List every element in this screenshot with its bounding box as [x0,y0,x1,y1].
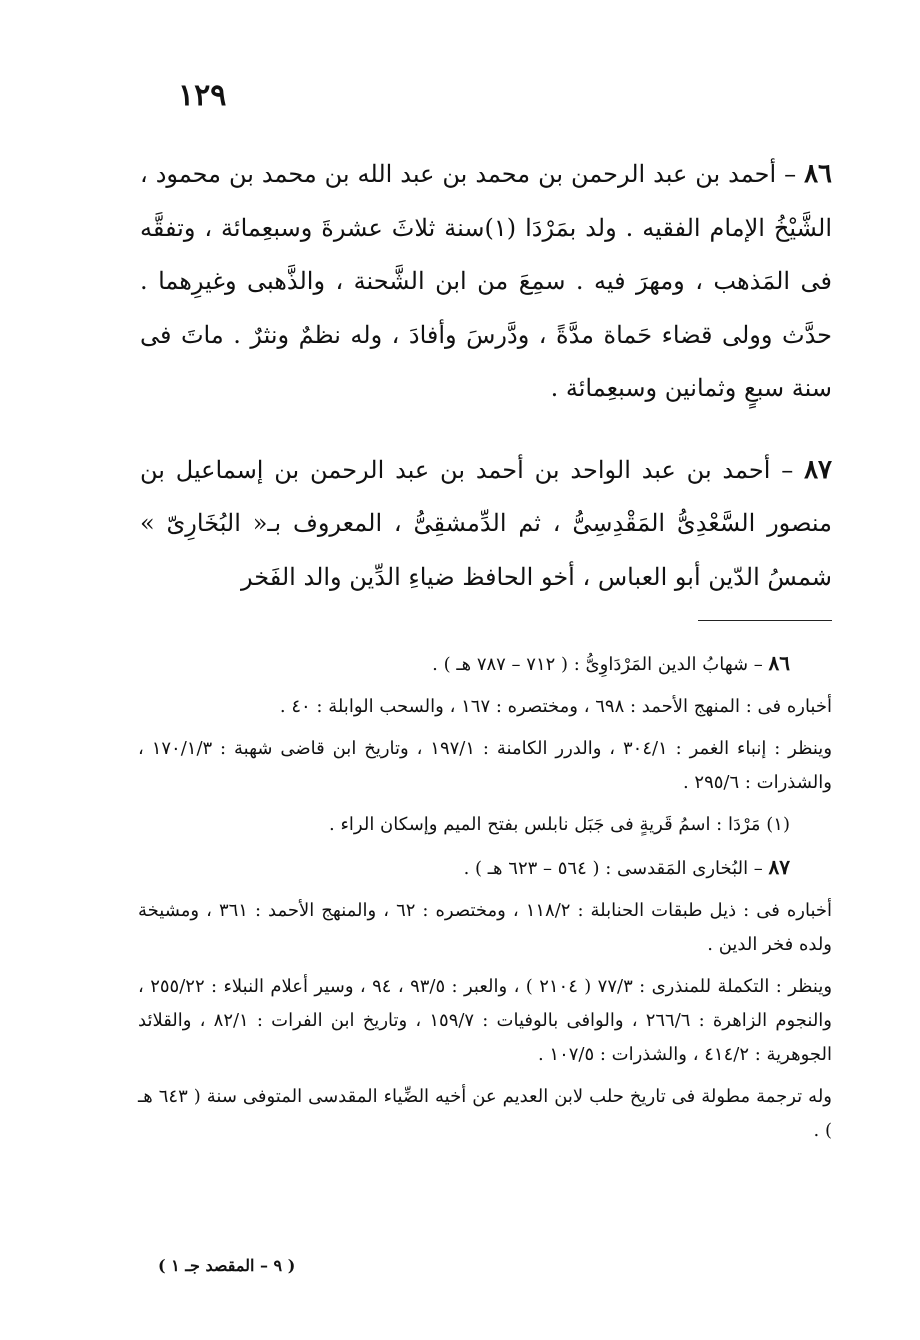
note-86-number: ٨٦ [768,651,790,675]
footnote-divider [698,620,832,621]
note-87-sources: أخباره فى : ذيل طبقات الحنابلة : ١١٨/٢ ، ومختصره : ٦٢ ، والمنهج الأحمد : ٣٦١ ، ومشيخة ولده فخر الدين . [138,900,832,955]
note-87-see: وينظر : التكملة للمنذرى : ٧٧/٣ ( ٢١٠٤ ) ، والعبر : ٩٣/٥ ، ٩٤ ، وسير أعلام النبلاء : ٢٥٥/٢٢ ، والنجوم الزاهرة : ٢٦٦/٦ ، والوافى بالوفيات : ١٥٩/٧ ، وتاريخ ابن الفرات : ٨٢/١ ، والقلائد الجوهرية : ٤١٤/٢ ، والشذرات : ١٠٧/٥ . [138,976,833,1065]
entry-87-text: – أحمد بن عبد الواحد بن أحمد بن عبد الرحمن بن إسماعيل بن منصور السَّعْدِىُّ المَقْدِسِىُّ ، ثم الدِّمشقِىُّ ، المعروف بـ« البُخَارِىّ » شمسُ الدّين أبو العباس ، أخو الحافظ ضياءِ الدِّين والد الفَخر [140,455,832,591]
entry-87-number: ٨٧ [804,454,832,485]
main-text [140,148,832,604]
entry-86 [140,148,832,416]
note-86-title: – شهابُ الدين المَرْدَاوِىُّ : ( ٧١٢ – ٧٨٧ هـ ) . [432,654,769,675]
entry-86-number: ٨٦ [804,159,832,189]
note-87-title: – البُخارى المَقدسى : ( ٥٦٤ – ٦٢٣ هـ ) . [463,858,769,879]
footnote-1: (١) مَرْدَا : اسمُ قَريةٍ فى جَبَل نابلس بفتح الميم وإسكان الراء . [329,814,790,835]
entry-87 [140,444,832,605]
note-86-sources: أخباره فى : المنهج الأحمد : ٦٩٨ ، ومختصره : ١٦٧ ، والسحب الوابلة : ٤٠ . [279,696,832,717]
signature-mark: ( ٩ – المقصد جـ ١ ) [158,1256,296,1275]
entry-86-text: – أحمد بن عبد الرحمن بن محمد بن عبد الله بن محمد بن محمود ، الشَّيْخُ الإمام الفقيه . ولد بمَرْدَا (١)سنة ثلاثَ عشرةَ وسبعِمائة ، وتفقَّه فى المَذهب ، ومهرَ فيه . سمِعَ من ابن الشَّحنة ، والذَّهبى وغيرِهما . حدَّث وولى قضاء حَماة مدَّةً ، ودَّرسَ وأفادَ ، وله نظمٌ ونثرٌ . ماتَ فى سنة سبعٍ وثمانين وسبعِمائة . [140,160,832,402]
note-87-extra: وله ترجمة مطولة فى تاريخ حلب لابن العديم عن أخيه الضِّياء المقدسى المتوفى سنة ( ٦٤٣ هـ ) . [138,1086,832,1141]
note-87-heading [138,850,832,886]
note-87-number: ٨٧ [768,855,790,879]
note-86-heading [138,646,832,682]
footnotes [138,646,832,1156]
note-86-see: وينظر : إنباء الغمر : ٣٠٤/١ ، والدرر الكامنة : ١٩٧/١ ، وتاريخ ابن قاضى شهبة : ١٧٠/١/٣ ، والشذرات : ٢٩٥/٦ . [138,738,833,793]
page-number: ١٢٩ [178,78,227,113]
